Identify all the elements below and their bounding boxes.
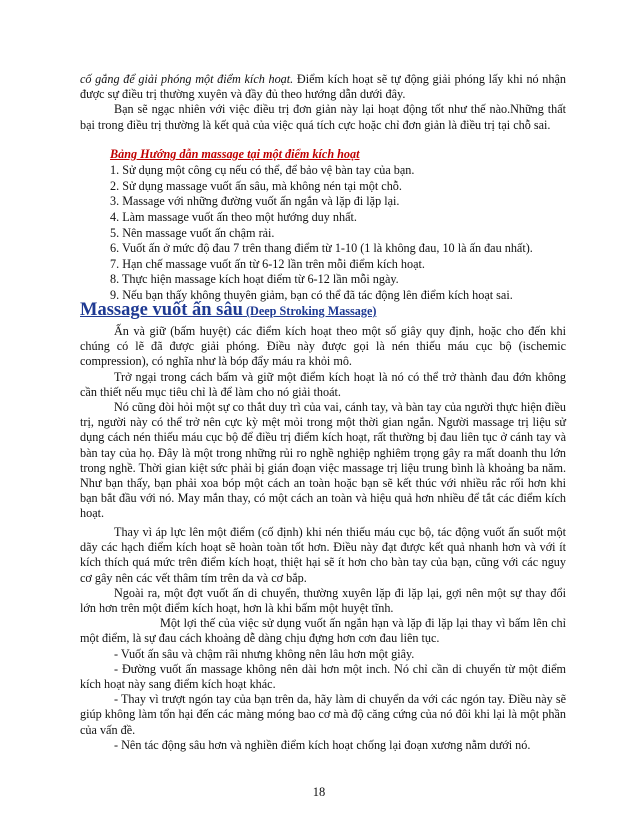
body-paragraph: Ngoài ra, một đợt vuốt ấn di chuyển, thường xuyên lặp đi lặp lại, gợi nên một sự thay đổi lớn hơn trên một điểm kích hoạt, hơn là khi bấm một huyệt tĩnh. xyxy=(80,585,566,616)
bullet-item: - Đường vuốt ấn massage không nên dài hơn một inch. Nó chỉ cần di chuyển từ một điểm kích hoạt này sang điểm kích hoạt khác. xyxy=(80,661,566,692)
body-paragraph: Ấn và giữ (bấm huyệt) các điểm kích hoạt theo một số giây quy định, hoặc cho đến khi chúng có lẽ đã được giải phóng. Điều này được gọi là nén thiếu máu cục bộ (ischemic compression), có nghĩa như là bóp đẩy máu ra khỏi mô. xyxy=(80,324,566,369)
guide-item: 6. Vuốt ấn ở mức độ đau 7 trên thang điểm từ 1-10 (1 là không đau, 10 là ấn đau nhất). xyxy=(110,241,533,256)
intro-section xyxy=(80,72,566,133)
section-subtitle: (Deep Stroking Massage) xyxy=(245,304,377,318)
body-paragraph: Thay vì áp lực lên một điểm (cố định) khi nén thiếu máu cục bộ, tác động vuốt ấn suốt một dãy các hạch điểm kích hoạt sẽ hoàn toàn tốt hơn. Điều này đạt được kết quả nhanh hơn và với ít kích thích quá mức trên điểm kích hoạt, thiệt hại sẽ ít hơn cho bàn tay của bạn, cũng với các nguy cơ gây nên các vết thâm tím trên da và cơ bắp. xyxy=(80,525,566,585)
guide-item: 5. Nên massage vuốt ấn chậm rải. xyxy=(110,225,275,240)
guide-title: Bảng Hướng dẫn massage tại một điểm kích hoạt xyxy=(110,147,360,161)
guide-item: 8. Thực hiện massage kích hoạt điểm từ 6-12 lần mỗi ngày. xyxy=(110,272,399,287)
body-paragraph: Trở ngại trong cách bấm và giữ một điểm kích hoạt là nó có thể trở thành đau đớn không cần thiết nếu mục tiêu chỉ là để làm cho nó giải thoát. xyxy=(80,369,566,399)
body-paragraph: Nó cũng đòi hỏi một sự co thắt duy trì của vai, cánh tay, và bàn tay của người thực hiện điều trị, người này có thể trở nên cực kỳ mệt mỏi trong một thời gian ngắn. Người massage trị liệu sử dụng cách nén thiếu máu cục bộ để điều trị điểm kích hoạt, rất thường bị đau liên tục ở cánh tay và bàn tay của họ. Đây là một trong những rủi ro nghề nghiệp nghiêm trọng gây ra mất doanh thu lớn trong nghề. Thời gian kiệt sức phải bị gián đoạn việc massage trị liệu trung bình là khoảng ba năm. Như bạn thấy, bạn phải xoa bóp một cách an toàn hoặc bạn sẽ kết thúc với nhiều rắc rối hơn khi bạn bắt đầu với nó. May mắn thay, có một cách an toàn và hiệu quả hơn nhiều để tắt các điểm kích hoạt. xyxy=(80,400,566,521)
bullet-item: - Thay vì trượt ngón tay của bạn trên da, hãy làm di chuyển da với các ngón tay. Điều này sẽ giúp không làm tổn hại đến các màng móng bao cơ mà độ căng cứng của nó đôi khi lại là một phần của vấn đề. xyxy=(80,692,566,737)
section-body-2 xyxy=(80,525,566,753)
guide-item: 4. Làm massage vuốt ấn theo một hướng duy nhất. xyxy=(110,209,357,224)
page-number: 18 xyxy=(312,785,326,799)
section-heading xyxy=(80,300,566,320)
intro-paragraph-2: Bạn sẽ ngạc nhiên với việc điều trị đơn giản này lại hoạt động tốt như thế nào.Những thất bại trong điều trị thường là kết quả của việc quá tích cực hoặc chỉ đơn giản là điều trị tại chỗ sai. xyxy=(80,102,566,132)
section-title: Massage vuốt ấn sâu xyxy=(80,300,243,320)
bullet-item: - Nên tác động sâu hơn và nghiền điểm kích hoạt chống lại đoạn xương nằm dưới nó. xyxy=(114,737,531,752)
guide-item: 3. Massage với những đường vuốt ấn ngắn và lặp đi lặp lại. xyxy=(110,194,400,209)
intro-paragraph-1 xyxy=(80,72,566,102)
guide-item: 2. Sử dụng massage vuốt ấn sâu, mà không nén tại một chỗ. xyxy=(110,178,402,193)
guide-item: 7. Hạn chế massage vuốt ấn từ 6-12 lần trên mỗi điểm kích hoạt. xyxy=(110,256,425,271)
intro-text: Điểm kích hoạt sẽ tự động giải phóng lấy khi nó nhận được sự điều trị thường xuyên và đầy đủ theo hướng dẫn dưới đây. xyxy=(80,72,566,102)
guide-item: 9. Nếu bạn thấy không thuyên giảm, bạn có thể đã tác động lên điểm kích hoạt sai. xyxy=(110,287,513,302)
section-body-1 xyxy=(80,324,566,522)
intro-italic-text: cố gắng để giải phóng một điểm kích hoạt. xyxy=(80,72,294,86)
bullet-item: - Vuốt ấn sâu và chậm rãi nhưng không nên lâu hơn một giây. xyxy=(114,646,415,661)
guide-box xyxy=(110,147,566,304)
guide-item: 1. Sử dụng một công cụ nếu có thể, để bảo vệ bàn tay của bạn. xyxy=(110,163,415,178)
body-paragraph: Một lợi thế của việc sử dụng vuốt ấn ngắn hạn và lặp đi lặp lại thay vì bấm lên chỉ một điểm, là sự đau cách khoảng dễ dàng chịu đựng hơn cơn đau liên tục. xyxy=(80,616,566,646)
